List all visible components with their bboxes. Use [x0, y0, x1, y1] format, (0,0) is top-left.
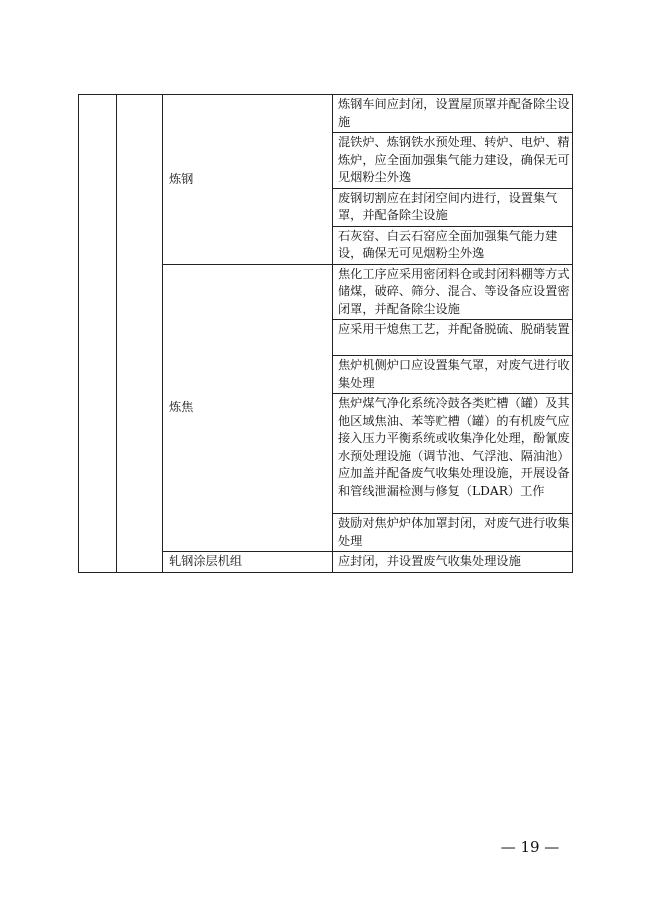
table-row — [79, 95, 573, 133]
category-cell — [79, 95, 117, 573]
section-cell-steelmaking: 炼钢 — [163, 95, 333, 265]
requirement-cell: 石灰窑、白云石窑应全面加强集气能力建设，确保无可见烟粉尘外逸 — [333, 226, 573, 264]
section-cell-coking: 炼焦 — [163, 264, 333, 552]
requirement-cell: 废钢切割应在封闭空间内进行，设置集气罩，并配备除尘设施 — [333, 188, 573, 226]
section-cell-rolling-coating: 轧钢涂层机组 — [163, 552, 333, 573]
requirement-cell: 焦化工序应采用密闭料仓或封闭料棚等方式储煤，破碎、筛分、混合、等设备应设置密闭罩，并配备除尘设施 — [333, 264, 573, 320]
requirement-cell: 焦炉煤气净化系统冷鼓各类贮槽（罐）及其他区域焦油、苯等贮槽（罐）的有机废气应接入压力平衡系统或收集净化处理，酚氰废水预处理设施（调节池、气浮池、隔油池）应加盖并配备废气收集处理设施，开展设备和管线泄漏检测与修复（LDAR）工作 — [333, 394, 573, 514]
requirement-cell: 鼓励对焦炉炉体加罩封闭，对废气进行收集处理 — [333, 514, 573, 552]
requirement-cell: 焦炉机侧炉口应设置集气罩，对废气进行收集处理 — [333, 356, 573, 394]
subcategory-cell — [117, 95, 163, 573]
requirement-cell: 应封闭，并设置废气收集处理设施 — [333, 552, 573, 573]
requirement-cell: 混铁炉、炼钢铁水预处理、转炉、电炉、精炼炉，应全面加强集气能力建设，确保无可见烟粉尘外逸 — [333, 133, 573, 189]
requirement-cell: 应采用干熄焦工艺，并配备脱硫、脱硝装置 — [333, 320, 573, 356]
page-number: — 19 — — [500, 838, 560, 856]
requirements-table — [78, 94, 573, 573]
requirement-cell: 炼钢车间应封闭，设置屋顶罩并配备除尘设施 — [333, 95, 573, 133]
